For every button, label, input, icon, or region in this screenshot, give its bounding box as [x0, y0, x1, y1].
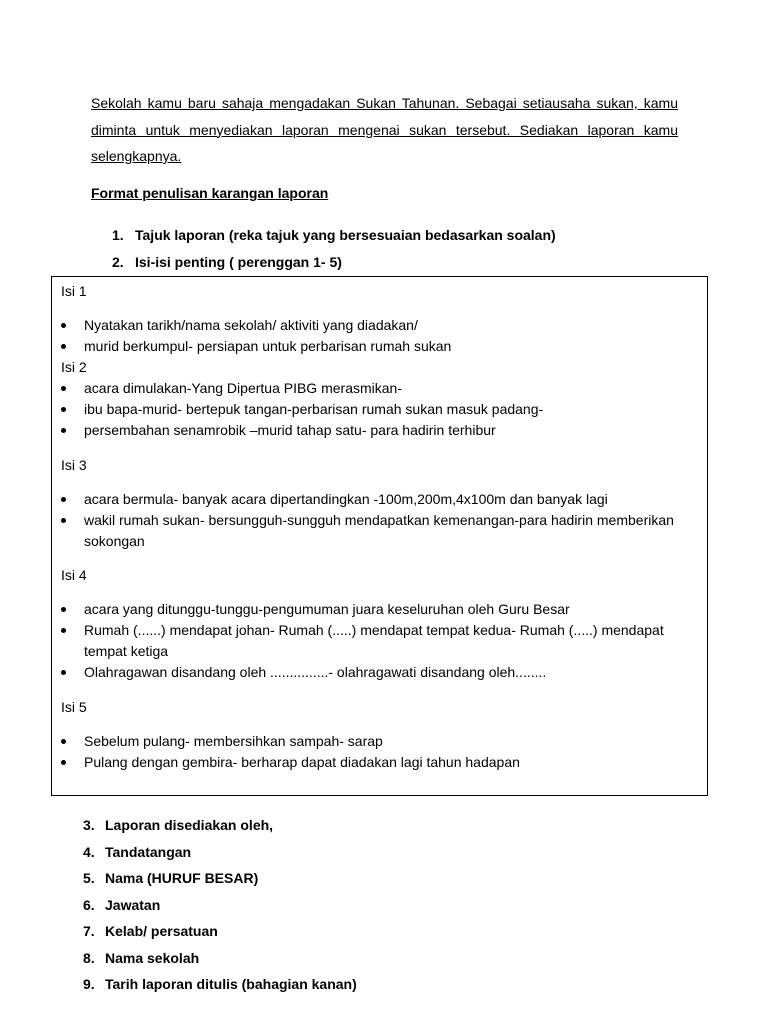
section-bullets-isi-4 — [52, 599, 684, 683]
list-item — [83, 814, 357, 841]
item-text: Nama sekolah — [105, 949, 200, 966]
list-item — [83, 867, 357, 894]
section-title-isi-3: Isi 3 — [61, 457, 87, 473]
list-item — [83, 920, 357, 947]
list-item — [83, 894, 357, 921]
section-title-isi-1: Isi 1 — [61, 283, 87, 299]
bullet-item: Rumah (......) mendapat johan- Rumah (.....) mendapat tempat kedua- Rumah (.....) mendapat tempat ketiga — [52, 620, 684, 662]
section-title-isi-4: Isi 4 — [61, 567, 87, 583]
format-list-bottom — [83, 814, 357, 1000]
item-text: Laporan disediakan oleh, — [105, 817, 274, 833]
content-points-box — [51, 276, 708, 796]
list-item — [112, 251, 556, 278]
item-number: 1. — [112, 227, 124, 243]
list-item — [83, 973, 357, 1000]
bullet-item: ibu bapa-murid- bertepuk tangan-perbarisan rumah sukan masuk padang- — [52, 399, 684, 420]
section-bullets-isi-3 — [52, 489, 684, 552]
item-number: 8. — [83, 949, 95, 966]
item-text: Tandatangan — [105, 843, 192, 860]
format-heading: Format penulisan karangan laporan — [91, 185, 329, 201]
item-text: Jawatan — [105, 896, 161, 913]
item-text: Tajuk laporan (reka tajuk yang bersesuaian bedasarkan soalan) — [135, 227, 556, 243]
item-number: 2. — [112, 254, 124, 270]
bullet-item: Sebelum pulang- membersihkan sampah- sarap — [52, 731, 684, 752]
item-text: Nama (HURUF BESAR) — [105, 870, 259, 886]
question-text: Sekolah kamu baru sahaja mengadakan Sukan Tahunan. Sebagai setiausaha sukan, kamu diminta untuk menyediakan laporan mengenai sukan tersebut. Sediakan laporan kamu selengkapnya. — [91, 95, 678, 164]
item-text: Tarih laporan ditulis (bahagian kanan) — [105, 976, 357, 992]
bullet-item: murid berkumpul- persiapan untuk perbarisan rumah sukan — [52, 336, 684, 357]
bullet-item: Pulang dengan gembira- berharap dapat diadakan lagi tahun hadapan — [52, 752, 684, 773]
bullet-item: persembahan senamrobik –murid tahap satu- para hadirin terhibur — [52, 420, 684, 441]
section-title-isi-2: Isi 2 — [61, 359, 87, 375]
item-number: 3. — [83, 817, 95, 833]
section-bullets-isi-5 — [52, 731, 684, 773]
item-number: 4. — [83, 843, 95, 860]
item-number: 6. — [83, 896, 95, 913]
bullet-item: Nyatakan tarikh/nama sekolah/ aktiviti yang diadakan/ — [52, 315, 684, 336]
bullet-item: wakil rumah sukan- bersungguh-sungguh mendapatkan kemenangan-para hadirin memberikan sokongan — [52, 510, 684, 552]
list-item — [83, 841, 357, 868]
section-title-isi-5: Isi 5 — [61, 699, 87, 715]
item-text: Kelab/ persatuan — [105, 923, 218, 939]
item-number: 9. — [83, 976, 95, 992]
item-number: 7. — [83, 923, 95, 939]
bullet-item: Olahragawan disandang oleh ...............- olahragawati disandang oleh........ — [52, 662, 684, 683]
bullet-item: acara dimulakan-Yang Dipertua PIBG merasmikan- — [52, 378, 684, 399]
item-text: Isi-isi penting ( perenggan 1- 5) — [135, 254, 342, 270]
section-bullets-isi-2 — [52, 378, 684, 441]
bullet-item: acara yang ditunggu-tunggu-pengumuman juara keseluruhan oleh Guru Besar — [52, 599, 684, 620]
list-item — [83, 947, 357, 974]
bullet-item: acara bermula- banyak acara dipertandingkan -100m,200m,4x100m dan banyak lagi — [52, 489, 684, 510]
format-list-top — [112, 224, 556, 278]
item-number: 5. — [83, 870, 95, 886]
section-bullets-isi-1 — [52, 315, 684, 357]
list-item — [112, 224, 556, 251]
